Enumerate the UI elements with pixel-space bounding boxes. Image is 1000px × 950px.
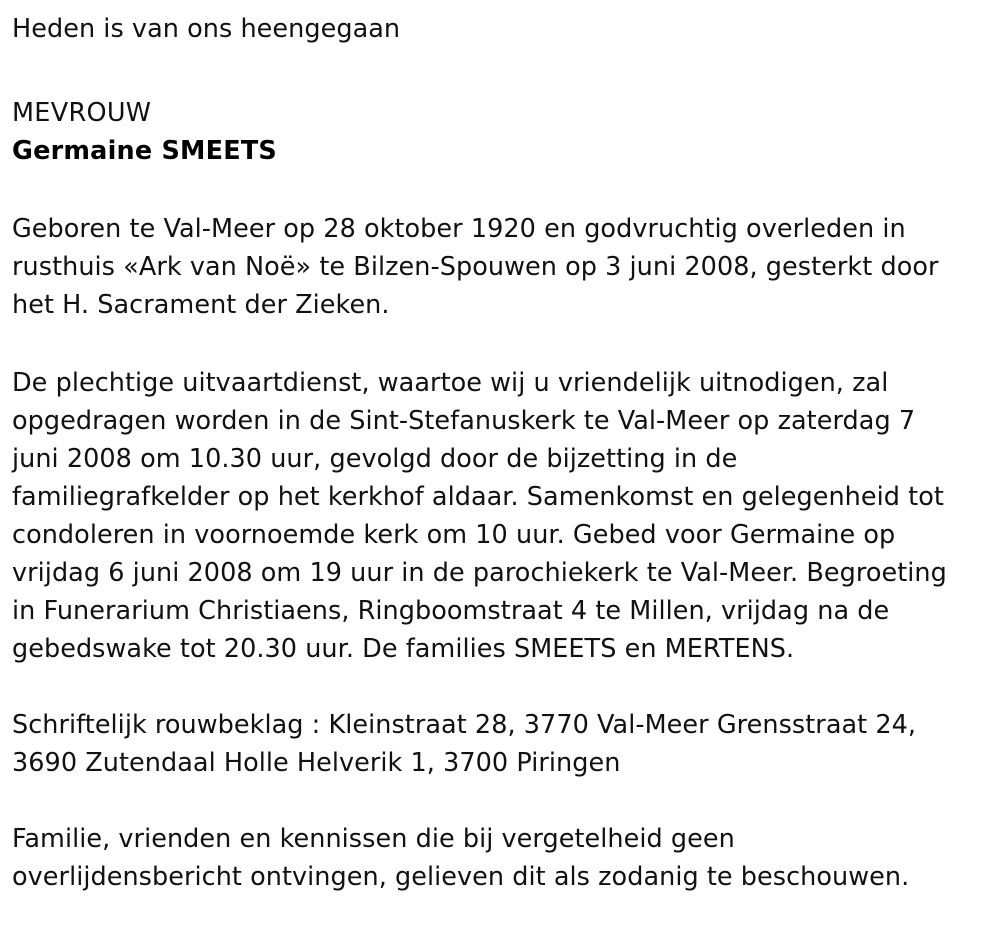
spacer-after-name bbox=[12, 170, 994, 210]
deceased-identity bbox=[12, 94, 994, 170]
biography-line-2: rusthuis «Ark van Noë» te Bilzen-Spouwen op 3 juni 2008, gesterkt door bbox=[12, 252, 939, 282]
service-details-paragraph bbox=[12, 364, 994, 668]
service-line-1: De plechtige uitvaartdienst, waartoe wij u vriendelijk uitnodigen, zal bbox=[12, 368, 889, 398]
notice-line-1: Familie, vrienden en kennissen die bij vergetelheid geen bbox=[12, 824, 735, 854]
spacer-after-intro bbox=[12, 48, 994, 94]
deceased-salutation: MEVROUW bbox=[12, 98, 152, 128]
service-line-6: vrijdag 6 juni 2008 om 19 uur in de parochiekerk te Val-Meer. Begroeting bbox=[12, 558, 947, 588]
deceased-name: Germaine SMEETS bbox=[12, 136, 277, 166]
general-notice-paragraph bbox=[12, 820, 994, 896]
service-line-8: gebedswake tot 20.30 uur. De families SMEETS en MERTENS. bbox=[12, 634, 795, 664]
service-line-4: familiegrafkelder op het kerkhof aldaar. Samenkomst en gelegenheid tot bbox=[12, 482, 944, 512]
biography-paragraph bbox=[12, 210, 994, 324]
notice-line-2: overlijdensbericht ontvingen, gelieven dit als zodanig te beschouwen. bbox=[12, 862, 910, 892]
spacer-after-service bbox=[12, 668, 994, 706]
service-line-7: in Funerarium Christiaens, Ringboomstraat 4 te Millen, vrijdag na de bbox=[12, 596, 890, 626]
service-line-5: condoleren in voornoemde kerk om 10 uur. Gebed voor Germaine op bbox=[12, 520, 896, 550]
spacer-after-biography bbox=[12, 324, 994, 364]
condolence-addresses-paragraph bbox=[12, 706, 994, 782]
intro-statement bbox=[12, 10, 994, 48]
intro-line: Heden is van ons heengegaan bbox=[12, 14, 401, 44]
spacer-after-condolences bbox=[12, 782, 994, 820]
service-line-2: opgedragen worden in de Sint-Stefanuskerk te Val-Meer op zaterdag 7 bbox=[12, 406, 916, 436]
biography-line-3: het H. Sacrament der Zieken. bbox=[12, 290, 390, 320]
condolence-line-2: 3690 Zutendaal Holle Helverik 1, 3700 Piringen bbox=[12, 748, 621, 778]
biography-line-1: Geboren te Val-Meer op 28 oktober 1920 en godvruchtig overleden in bbox=[12, 214, 906, 244]
service-line-3: juni 2008 om 10.30 uur, gevolgd door de bijzetting in de bbox=[12, 444, 738, 474]
condolence-line-1: Schriftelijk rouwbeklag : Kleinstraat 28, 3770 Val-Meer Grensstraat 24, bbox=[12, 710, 917, 740]
